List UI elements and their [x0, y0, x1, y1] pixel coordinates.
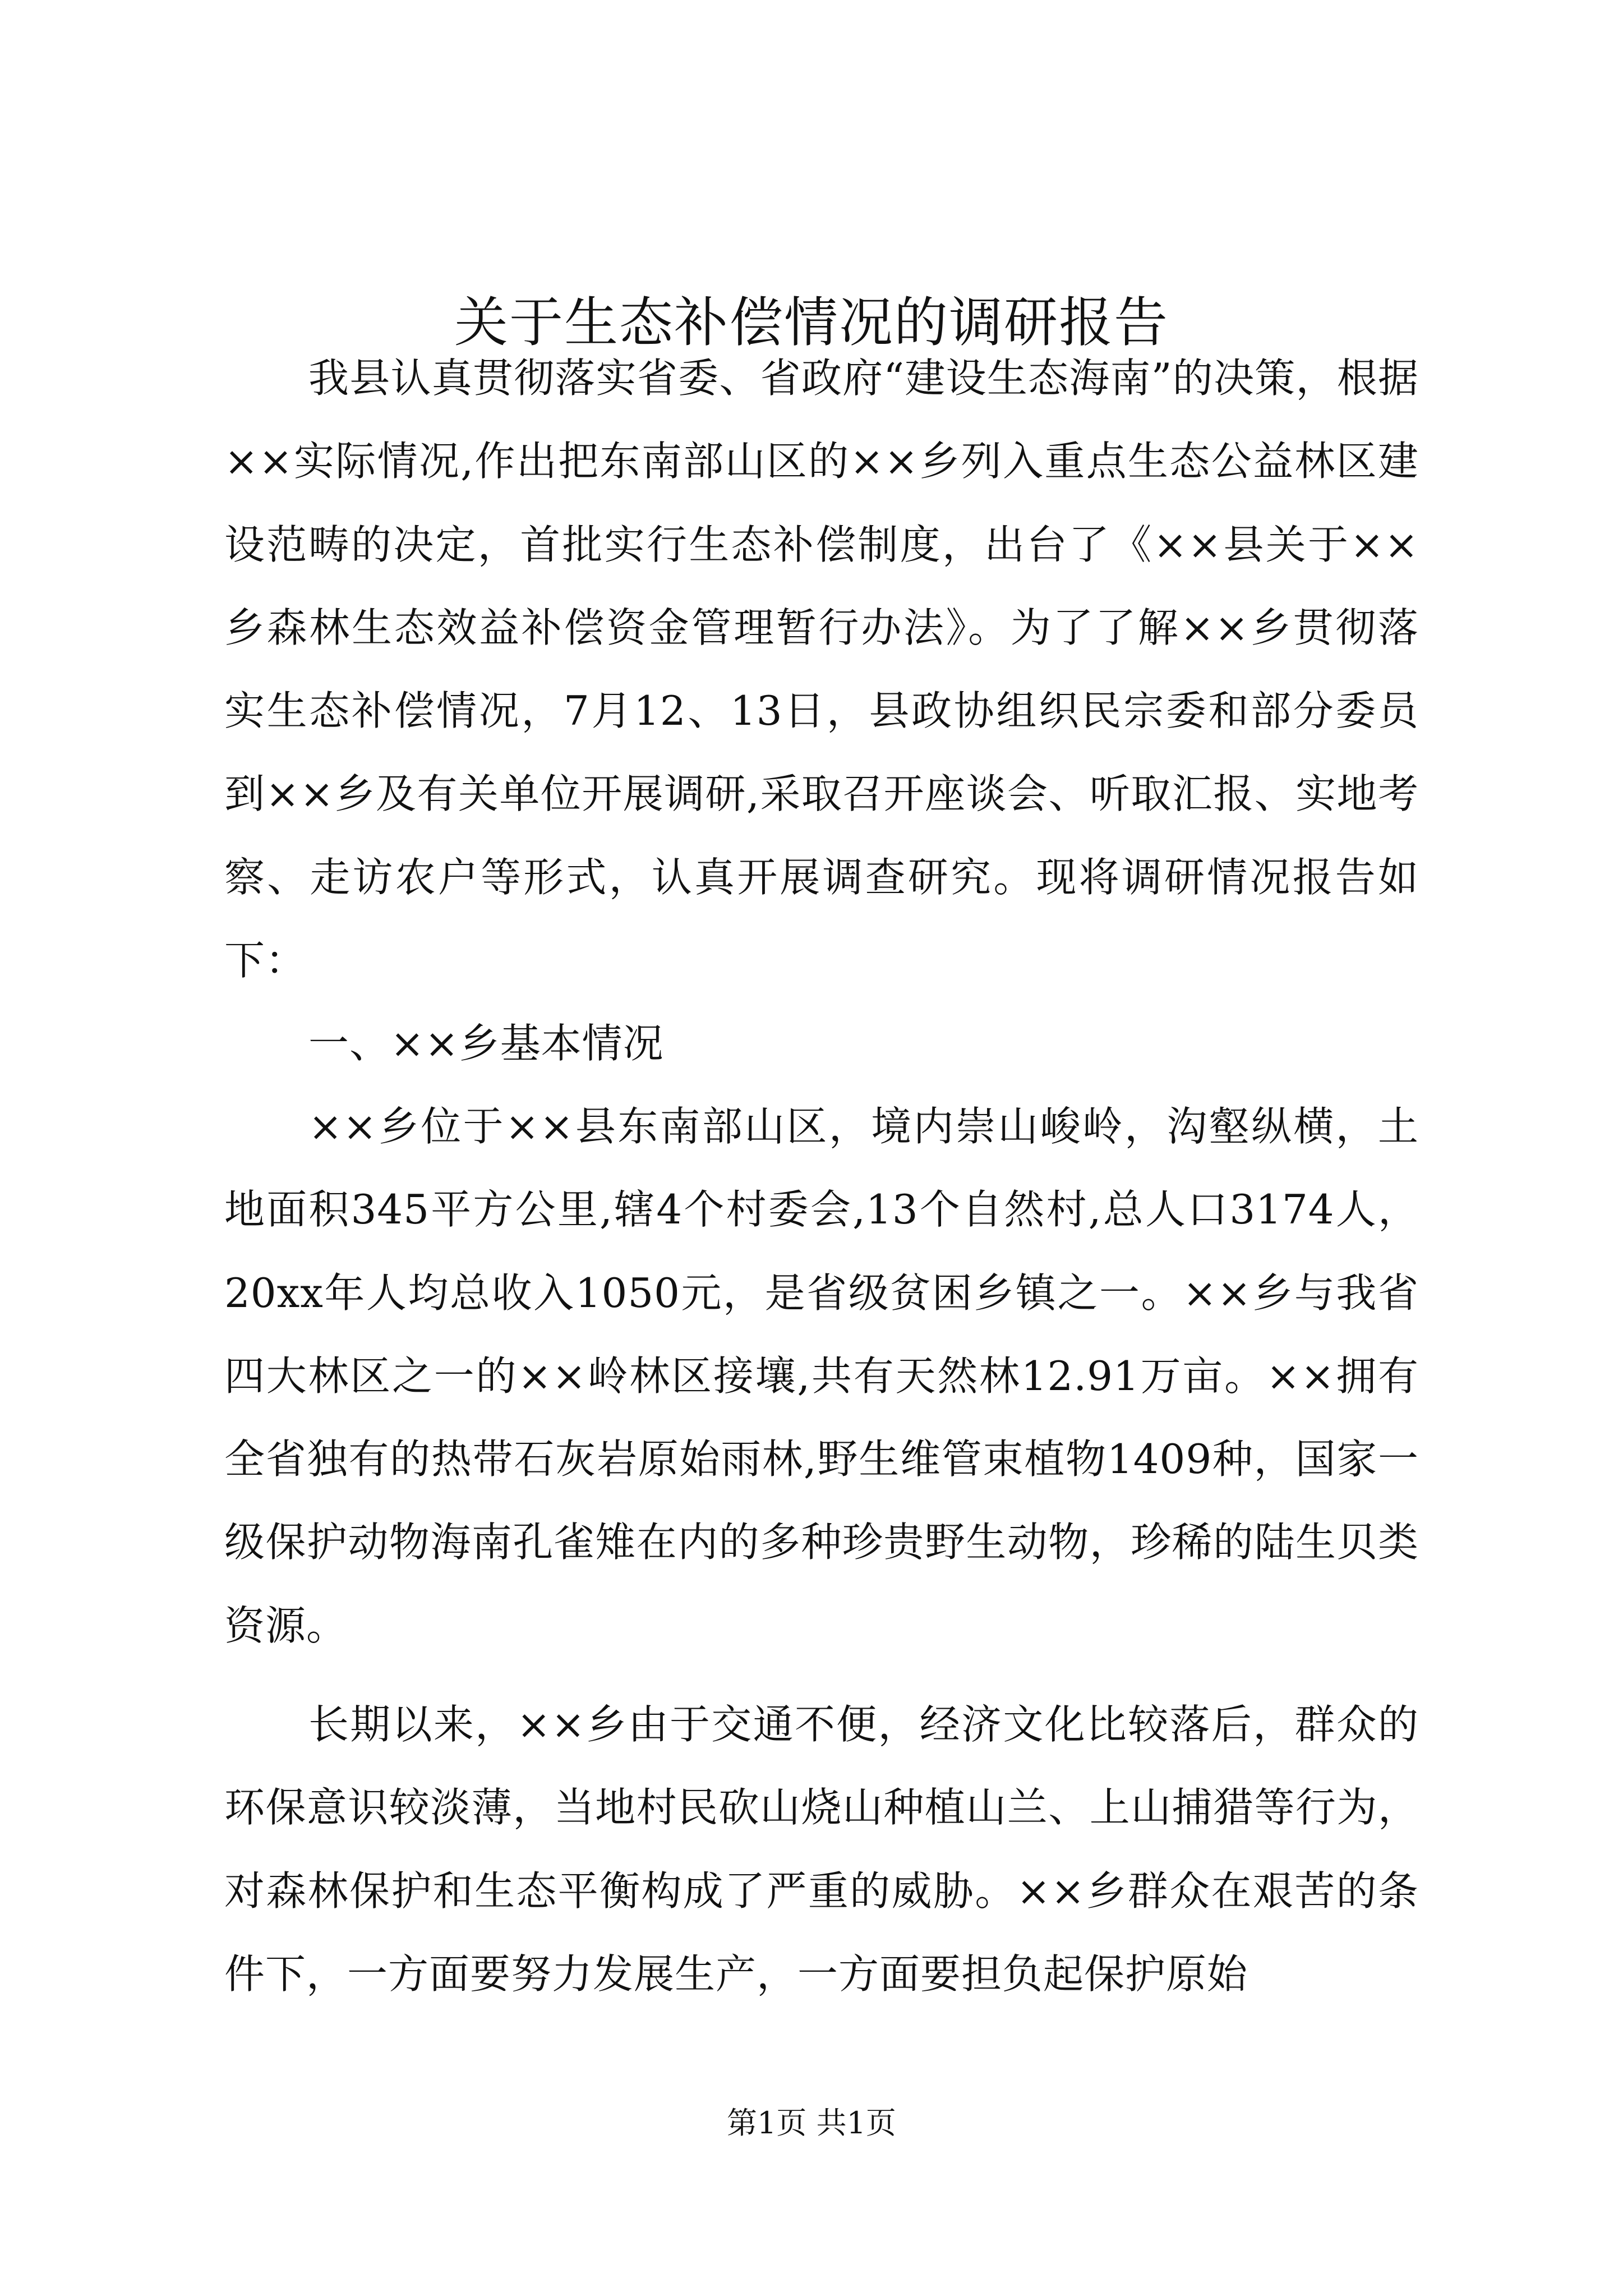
section-heading-text: 一、××乡基本情况 [308, 1020, 664, 1067]
document-title: 关于生态补偿情况的调研报告 [454, 291, 1169, 354]
paragraph-basic-situation [224, 1085, 1419, 1667]
paragraph-text: ××乡位于××县东南部山区，境内崇山峻岭，沟壑纵横，土地面积345平方公里,辖4个村委会,13个自然村,总人口3174人，20xx年人均总收入1050元，是省级贫困乡镇之一。××乡与我省四大林区之一的××岭林区接壤,共有天然林12.91万亩。××拥有全省独有的热带石灰岩原始雨林,野生维管束植物1409种，国家一级保护动物海南孔雀雉在内的多种珍贵野生动物，珍稀的陆生贝类资源。 [224, 1103, 1419, 1649]
paragraph-intro [224, 337, 1419, 1002]
page-footer: 第1页 共1页 [727, 2105, 896, 2141]
paragraph-text: 我县认真贯彻落实省委、省政府“建设生态海南”的决策，根据××实际情况,作出把东南部山区的××乡列入重点生态公益林区建设范畴的决定，首批实行生态补偿制度，出台了《××县关于××乡森林生态效益补偿资金管理暂行办法》。为了了解××乡贯彻落实生态补偿情况，7月12、13日，县政协组织民宗委和部分委员到××乡及有关单位开展调研,采取召开座谈会、听取汇报、实地考察、走访农户等形式，认真开展调查研究。现将调研情况报告如下： [224, 355, 1419, 984]
section-heading-basic-situation [224, 1002, 1419, 1085]
paragraph-long-term [224, 1683, 1419, 2016]
paragraph-text: 长期以来，××乡由于交通不便，经济文化比较落后，群众的环保意识较淡薄，当地村民砍山烧山种植山兰、上山捕猎等行为，对森林保护和生态平衡构成了严重的威胁。××乡群众在艰苦的条件下，一方面要努力发展生产，一方面要担负起保护原始 [224, 1701, 1419, 1998]
